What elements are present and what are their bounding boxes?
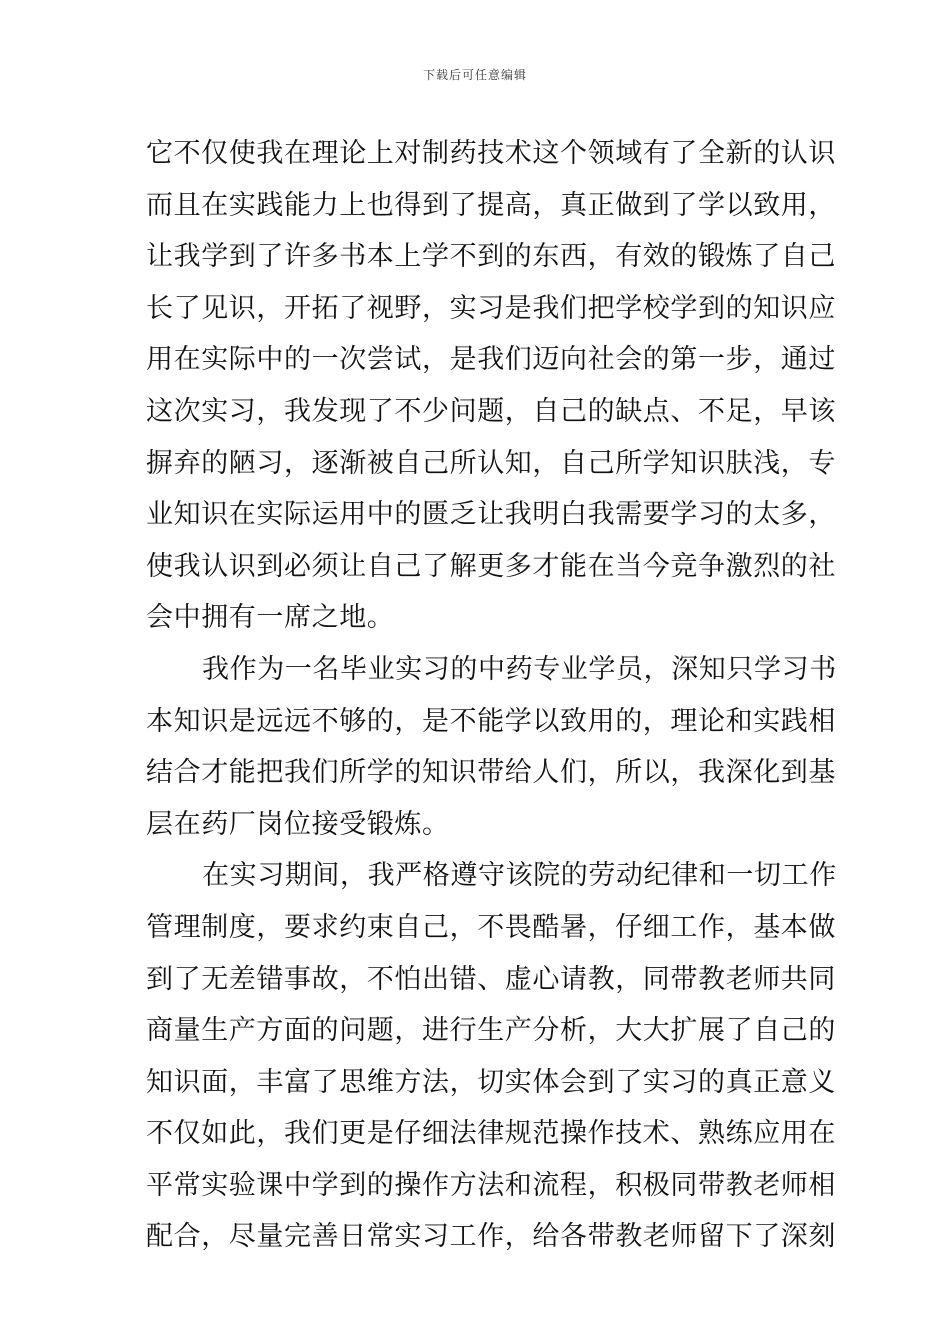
text-line: 知识面，丰富了思维方法，切实体会到了实习的真正意义 (146, 1066, 836, 1098)
paragraph-start-line: 在实习期间，我严格遵守该院的劳动纪律和一切工作 (202, 860, 837, 892)
text-line: 结合才能把我们所学的知识带给人们，所以，我深化到基 (146, 757, 836, 789)
text-line: 这次实习，我发现了不少问题，自己的缺点、不足，早该 (146, 395, 836, 427)
header-note: 下载后可任意编辑 (422, 68, 527, 82)
text-line: 而且在实践能力上也得到了提高，真正做到了学以致用， (146, 189, 836, 221)
text-line: 摒弃的陋习，逐渐被自己所认知，自己所学知识肤浅，专 (146, 447, 836, 479)
text-line: 不仅如此，我们更是仔细法律规范操作技术、熟练应用在 (146, 1118, 836, 1150)
paragraph-start-line: 我作为一名毕业实习的中药专业学员，深知只学习书 (202, 653, 837, 685)
text-line: 它不仅使我在理论上对制药技术这个领域有了全新的认识 (146, 138, 836, 169)
text-line: 配合，尽量完善日常实习工作，给各带教老师留下了深刻 (146, 1221, 836, 1253)
text-line: 会中拥有一席之地。 (146, 602, 395, 634)
text-line: 使我认识到必须让自己了解更多才能在当今竞争激烈的社 (146, 550, 836, 582)
text-line: 用在实际中的一次尝试，是我们迈向社会的第一步，通过 (146, 344, 836, 376)
text-line: 到了无差错事故，不怕出错、虚心请教，同带教老师共同 (146, 963, 836, 995)
text-line: 商量生产方面的问题，进行生产分析，大大扩展了自己的 (146, 1015, 836, 1047)
text-line: 长了见识，开拓了视野，实习是我们把学校学到的知识应 (146, 292, 836, 324)
text-line: 本知识是远远不够的，是不能学以致用的，理论和实践相 (146, 705, 836, 737)
text-line: 让我学到了许多书本上学不到的东西，有效的锻炼了自己 (146, 241, 836, 273)
body-text (146, 128, 837, 1263)
text-line: 层在药厂岗位接受锻炼。 (146, 808, 450, 840)
text-line: 管理制度，要求约束自己，不畏酷暑，仔细工作，基本做 (146, 911, 836, 943)
text-line: 业知识在实际运用中的匮乏让我明白我需要学习的太多， (146, 499, 836, 531)
text-line: 平常实验课中学到的操作方法和流程，积极同带教老师相 (146, 1169, 836, 1201)
